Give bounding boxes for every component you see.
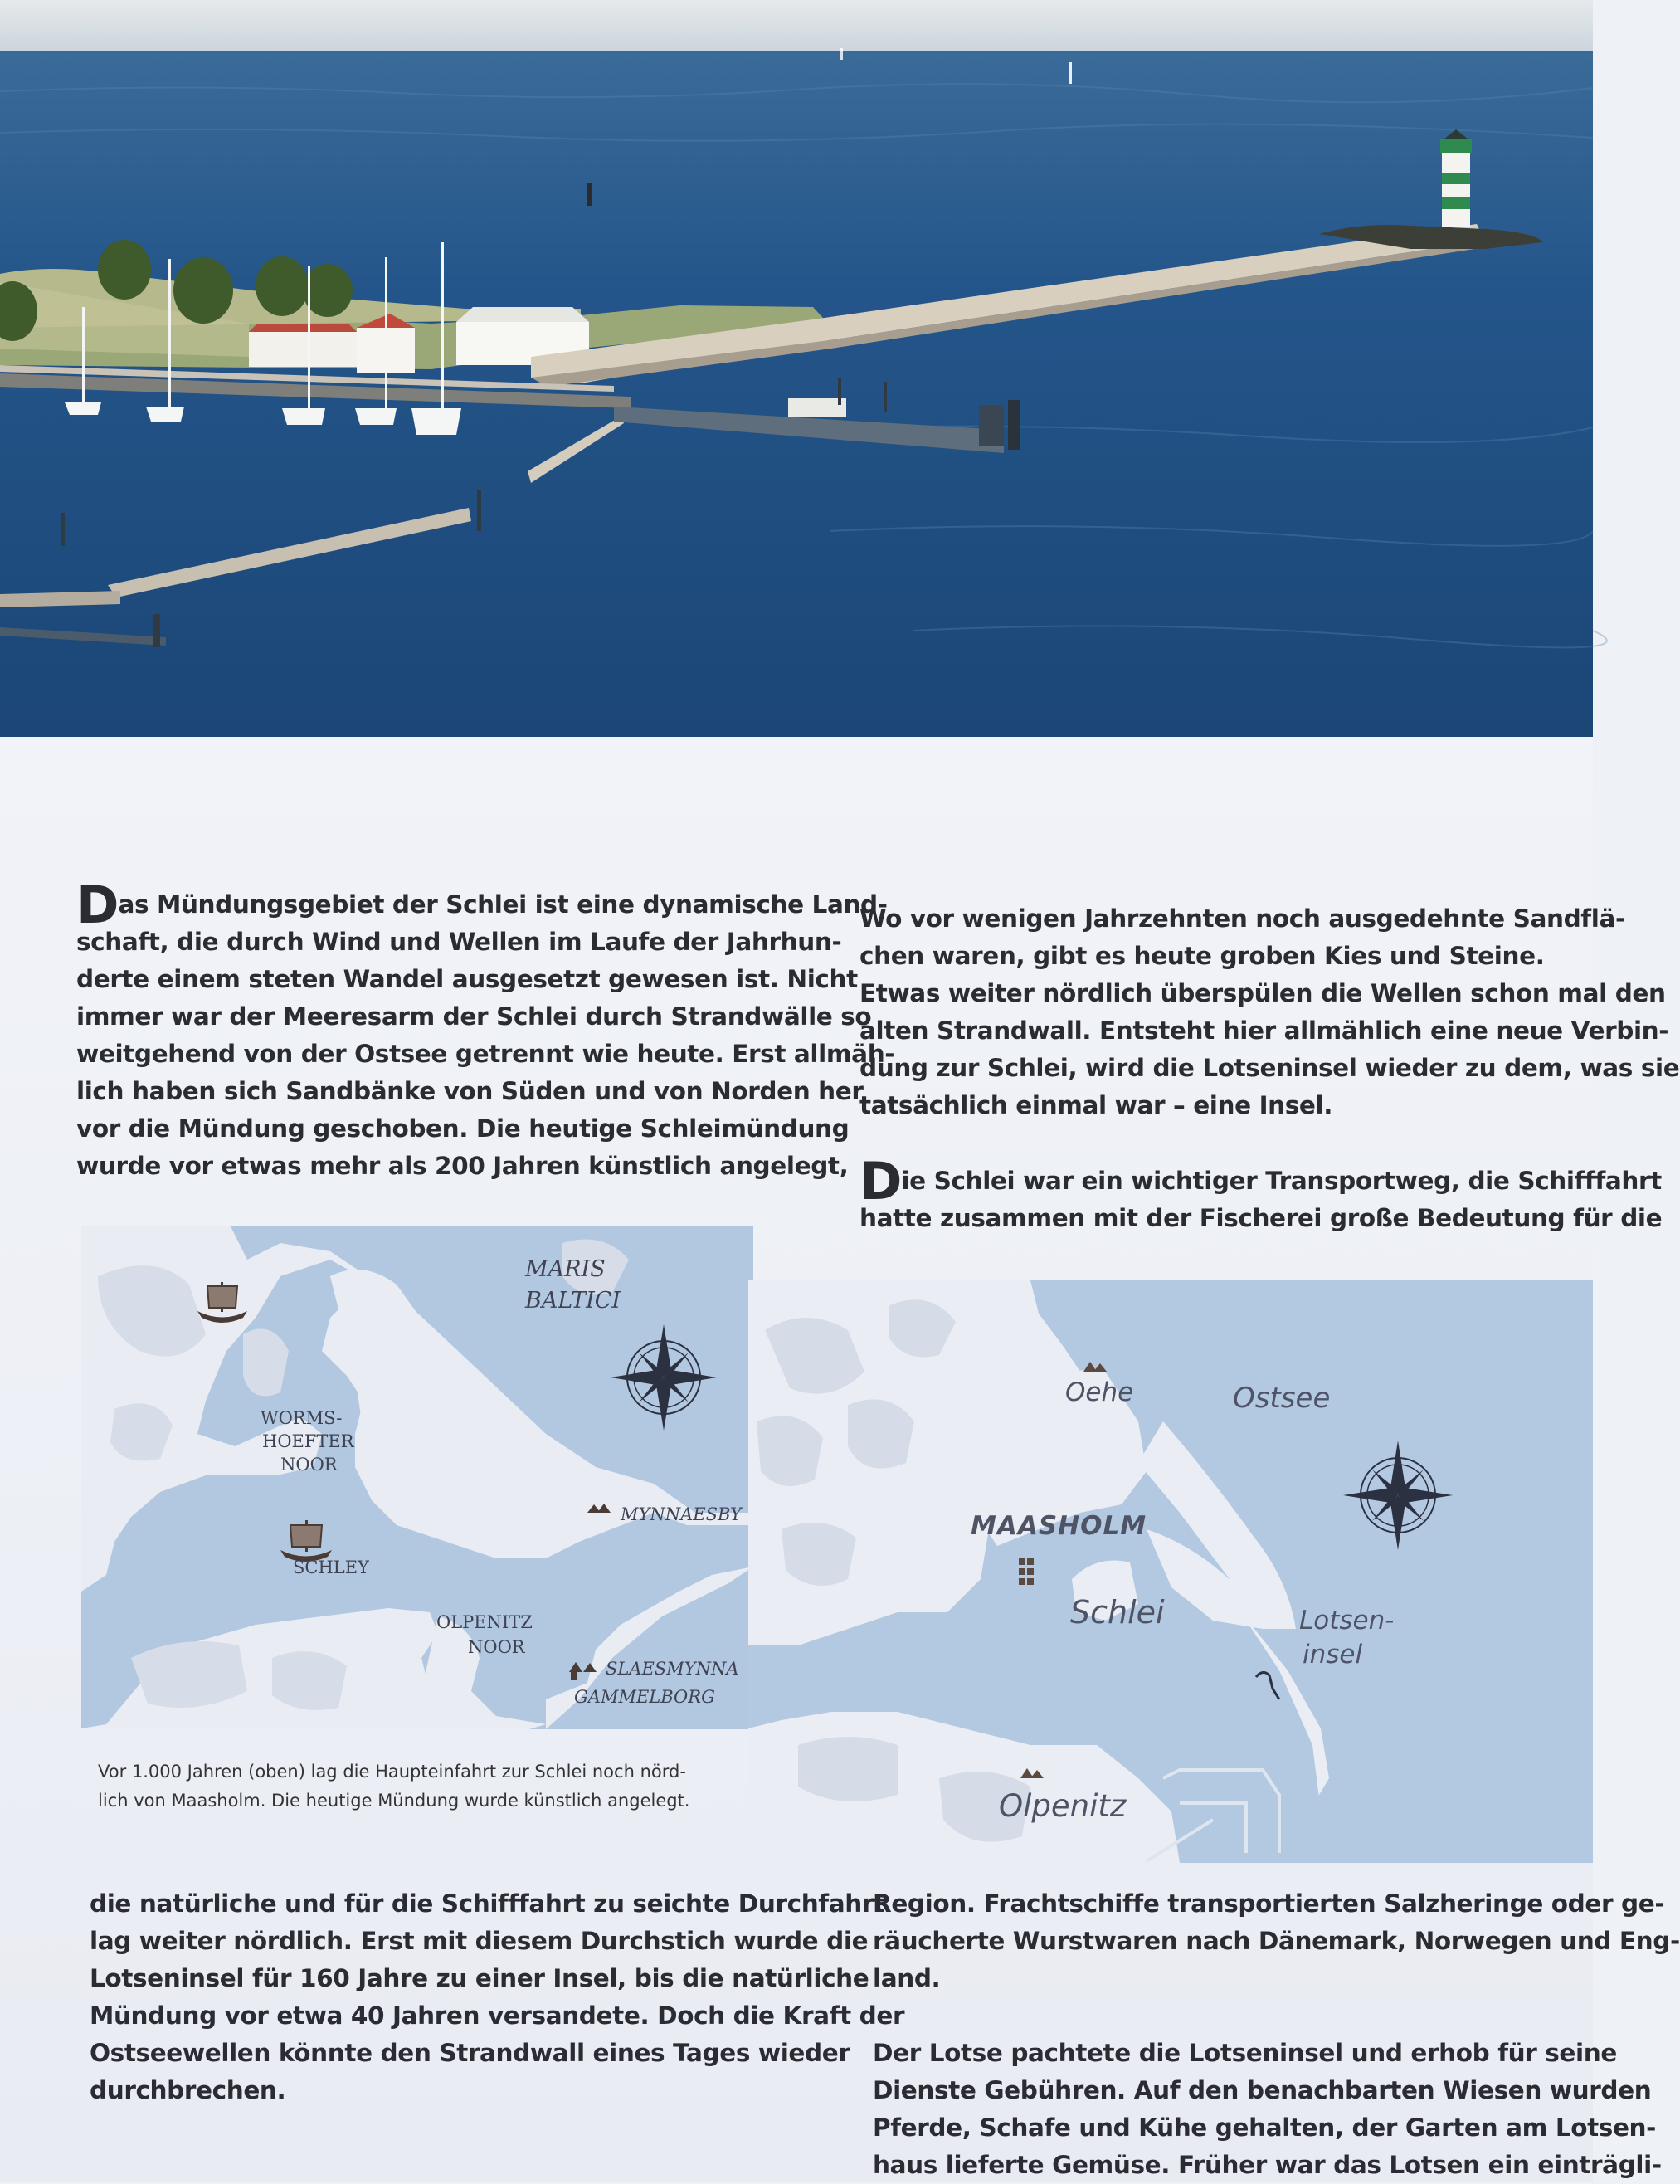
label-mynnaesby: MYNNAESBY xyxy=(621,1504,742,1524)
lighthouse xyxy=(1440,129,1472,227)
label-schlei: Schlei xyxy=(1070,1594,1165,1631)
drop-cap: D xyxy=(76,875,119,935)
label-maris: MARIS xyxy=(525,1256,606,1282)
label-worms: WORMS- xyxy=(261,1408,343,1428)
column1-top-text: Das Mündungsgebiet der Schlei ist eine dynamische Land- schaft, die durch Wind und Wellen im Laufe der Jahrhun- derte einem steten Wandel ausgesetzt gewesen ist. Nicht immer war der Meeresarm der Schlei durch Strandwälle so weitgehend von der Ostsee getrennt wie heute. Erst allmäh- lich haben sich Sandbänke von Süden und von Norden her vor die Mündung geschoben. Die heutige Schleimündung wurde vor etwas mehr als 200 Jahren künstlich angelegt, xyxy=(76,875,895,1180)
label-gammelborg: GAMMELBORG xyxy=(574,1687,715,1707)
modern-map xyxy=(748,1280,1593,1863)
column2-second-text: Die Schlei war ein wichtiger Transportweg, die Schifffahrt hatte zusammen mit der Fischerei große Bedeutung für die xyxy=(859,1151,1663,1232)
label-noor: NOOR xyxy=(280,1455,338,1475)
label-olpenitz: Olpenitz xyxy=(999,1788,1127,1824)
label-schley: SCHLEY xyxy=(293,1558,369,1577)
column2-bottom-text: Region. Frachtschiffe transportierten Salzheringe oder ge- räucherte Wurstwaren nach Dänemark, Norwegen und Eng- land. xyxy=(873,1889,1680,1992)
label-slaesmynna: SLAESMYNNA xyxy=(606,1659,739,1679)
drop-cap: D xyxy=(859,1151,902,1211)
label-lotsen: Lotsen- xyxy=(1299,1606,1395,1636)
map-caption: Vor 1.000 Jahren (oben) lag die Haupteinfahrt zur Schlei noch nörd- lich von Maasholm. Die heutige Mündung wurde künstlich angelegt. xyxy=(98,1762,690,1811)
column1-bottom-text: die natürliche und für die Schifffahrt zu seichte Durchfahrt lag weiter nördlich. Erst mit diesem Durchstich wurde die Lotseninsel für 160 Jahre zu einer Insel, bis die natürliche Mündung vor etwa 40 Jahren versandete. Doch die Kraft der Ostseewellen könnte den Strandwall eines Tages wieder durchbrechen. xyxy=(90,1889,905,2104)
harbour-photo xyxy=(0,0,1593,737)
label-oehe: Oehe xyxy=(1065,1377,1134,1407)
sky xyxy=(0,0,1593,56)
label-maasholm: MAASHOLM xyxy=(971,1511,1147,1541)
column2-last-text: Der Lotse pachtete die Lotseninsel und erhob für seine Dienste Gebühren. Auf den benachbarten Wiesen wurden Pferde, Schafe und Kühe gehalten, der Garten am Lotsen- haus lieferte Gemüse. Früher war das Lotsen ein einträgli- xyxy=(873,2039,1662,2179)
label-baltici: BALTICI xyxy=(525,1288,621,1314)
label-insel: insel xyxy=(1303,1640,1363,1670)
label-olpenitz: OLPENITZ xyxy=(436,1612,533,1632)
column2-top-text: Wo vor wenigen Jahrzehnten noch ausgedehnte Sandflä- chen waren, gibt es heute groben Kies und Steine. Etwas weiter nördlich überspülen die Wellen schon mal den alten Strandwall. Entsteht hier allmählich eine neue Verbin- dung zur Schlei, wird die Lotseninsel wieder zu dem, was sie tatsächlich einmal war – eine Insel. xyxy=(859,904,1680,1119)
historical-map xyxy=(81,1226,753,1729)
label-hoefter: HOEFTER xyxy=(262,1431,354,1451)
label-ostsee: Ostsee xyxy=(1233,1382,1331,1415)
label-olpenitz-noor: NOOR xyxy=(468,1637,525,1657)
